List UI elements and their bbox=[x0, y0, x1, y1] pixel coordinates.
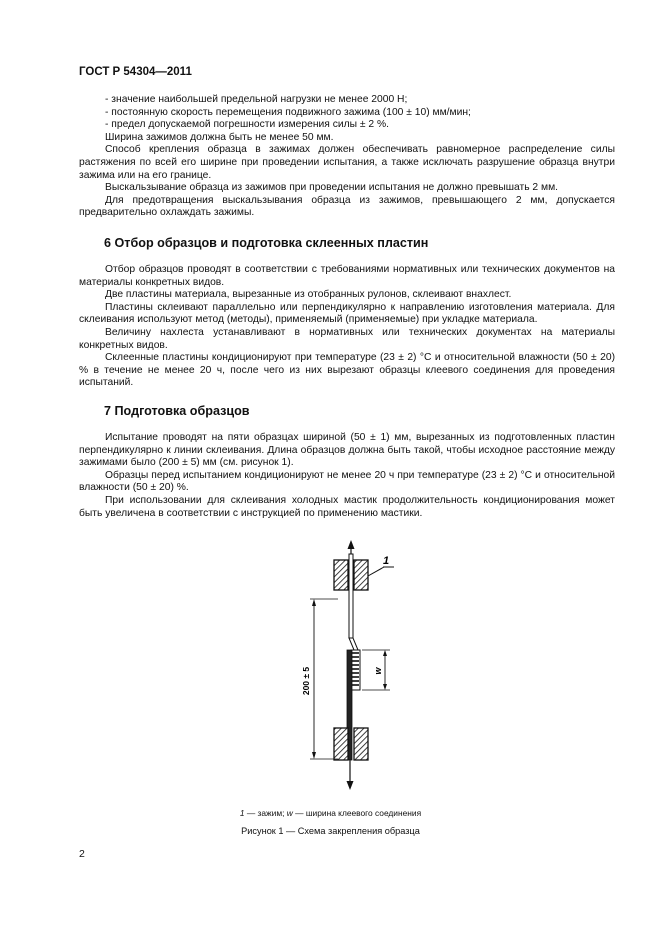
section-7-body bbox=[79, 432, 615, 520]
page-number: 2 bbox=[79, 848, 85, 860]
arrow-down-icon bbox=[347, 760, 354, 790]
paragraph: Склеенные пластины кондиционируют при температуре (23 ± 2) °С и относительной влажности (50 ± 20) % в течение не менее 20 ч, после чего из них вырезают образцы клеевого соединения для проведения испытаний. bbox=[79, 352, 615, 389]
paragraph: - постоянную скорость перемещения подвижного зажима (100 ± 10) мм/мин; bbox=[105, 106, 471, 118]
legend-text-clamp: — зажим; bbox=[244, 808, 287, 818]
document-header: ГОСТ Р 54304—2011 bbox=[79, 66, 192, 78]
dimension-200-label: 200 ± 5 bbox=[301, 666, 311, 696]
overlap-step bbox=[349, 638, 358, 650]
section-7-title: 7 Подготовка образцов bbox=[104, 404, 250, 418]
paragraph: При использовании для склеивания холодных мастик продолжительность кондиционирования может быть увеличена в соответствии с инструкцией по применению мастики. bbox=[79, 494, 615, 519]
label-1-leader bbox=[368, 567, 384, 576]
figure-caption: Рисунок 1 — Схема закрепления образца bbox=[241, 826, 420, 836]
section-6-body bbox=[79, 264, 615, 390]
paragraph: Ширина зажимов должна быть не менее 50 мм. bbox=[105, 131, 334, 143]
figure-clamping-diagram bbox=[280, 540, 420, 795]
paragraph: Испытание проводят на пяти образцах шириной (50 ± 1) мм, вырезанных из подготовленных пластин перпендикулярно к линии склеивания. Длина образцов должна быть такой, чтобы исходное расстояние между зажимами было (200 ± 5) мм (см. рисунок 1). bbox=[79, 432, 615, 469]
legend-label-1: 1 bbox=[239, 808, 245, 818]
text-block-1 bbox=[79, 94, 615, 220]
adhesive-joint-hatch bbox=[352, 653, 359, 685]
legend-label-w: w bbox=[286, 808, 293, 818]
section-6-title: 6 Отбор образцов и подготовка склеенных пластин bbox=[104, 236, 429, 250]
paragraph: Две пластины материала, вырезанные из отобранных рулонов, склеивают внахлест. bbox=[105, 289, 512, 301]
paragraph: Для предотвращения выскальзывания образца из зажимов, превышающего 2 мм, допускается предварительно охлаждать зажимы. bbox=[79, 194, 615, 219]
paragraph: - предел допускаемой погрешности измерения силы ± 2 %. bbox=[105, 119, 390, 131]
paragraph: - значение наибольшей предельной нагрузки не менее 2000 Н; bbox=[105, 94, 408, 105]
legend-text-width: — ширина клеевого соединения bbox=[292, 808, 422, 818]
label-1: 1 bbox=[383, 555, 390, 567]
figure-legend bbox=[0, 808, 661, 818]
paragraph: Величину нахлеста устанавливают в нормативных или технических документах на материалы конкретных видов. bbox=[79, 326, 615, 351]
paragraph: Образцы перед испытанием кондиционируют не менее 20 ч при температуре (23 ± 2) °С и относительной влажности (50 ± 20) %. bbox=[79, 469, 615, 494]
paragraph: Выскальзывание образца из зажимов при проведении испытания не должно превышать 2 мм. bbox=[105, 182, 559, 194]
paragraph: Способ крепления образца в зажимах должен обеспечивать равномерное распределение силы растяжения по всей его ширине при проведении испытания, а также исключать разрушение образца внутри зажима или на его границе. bbox=[79, 144, 615, 181]
dimension-w-label: w bbox=[373, 667, 383, 675]
paragraph: Отбор образцов проводят в соответствии с требованиями нормативных или технических документов на материалы конкретных видов. bbox=[79, 264, 615, 288]
upper-strip bbox=[349, 554, 353, 638]
paragraph: Пластины склеивают параллельно или перпендикулярно к направлению изготовления материала. Для склеивания используют метод (методы), применяемый (применяемые) при укладке материала. bbox=[79, 301, 615, 326]
